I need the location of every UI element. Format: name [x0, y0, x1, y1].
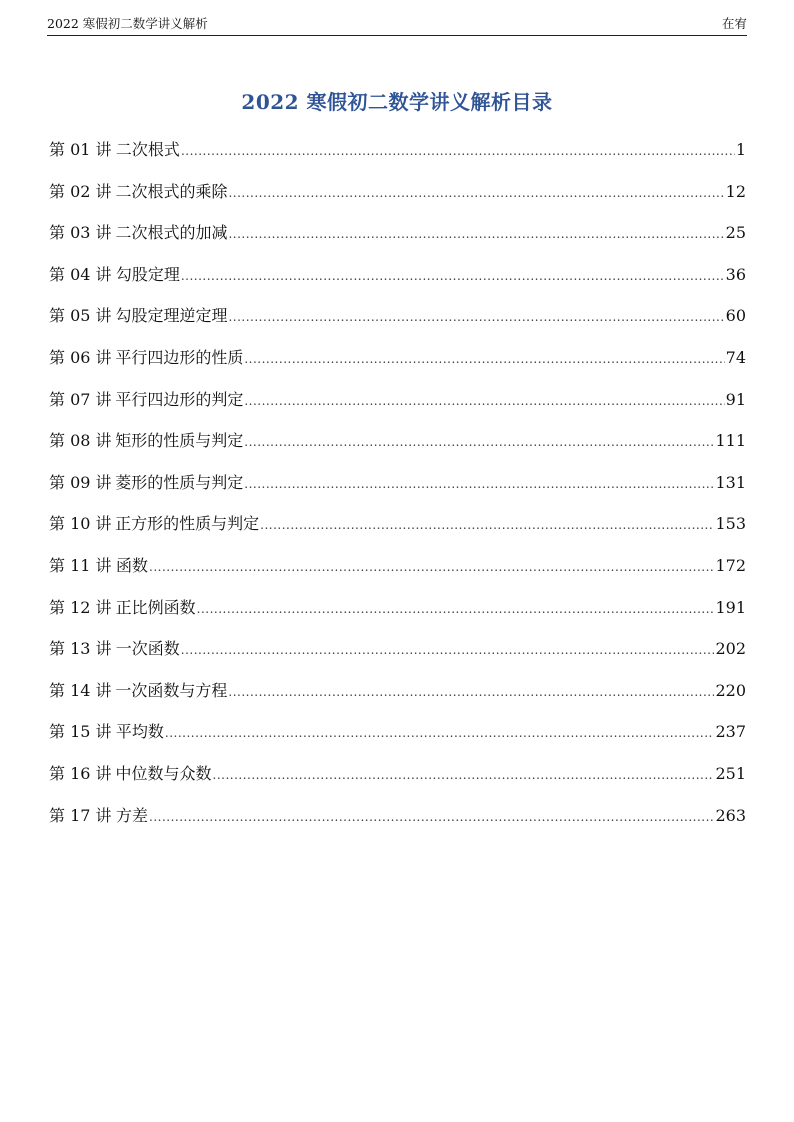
toc-chapter-number: 第 09 讲 — [49, 472, 112, 492]
toc-page-number: 191 — [715, 597, 746, 617]
toc-dot-leader — [228, 299, 724, 335]
toc-chapter-name: 勾股定理逆定理 — [115, 306, 228, 326]
toc-entry[interactable] — [49, 590, 746, 632]
toc-chapter-name: 菱形的性质与判定 — [115, 472, 244, 492]
toc-chapter-number: 第 13 讲 — [49, 639, 112, 659]
toc-entry[interactable] — [49, 673, 746, 715]
toc-chapter-name: 矩形的性质与判定 — [115, 431, 244, 451]
toc-entry[interactable] — [49, 382, 746, 424]
toc-chapter-number: 第 17 讲 — [49, 805, 112, 825]
toc-page-number: 131 — [715, 472, 746, 492]
toc-chapter-name: 正方形的性质与判定 — [115, 514, 260, 534]
toc-chapter-number: 第 02 讲 — [49, 181, 112, 201]
toc-page-number: 1 — [735, 140, 746, 159]
toc-entry[interactable] — [49, 714, 746, 756]
toc-page-number: 251 — [715, 763, 746, 783]
toc-entry[interactable] — [49, 548, 746, 590]
toc-chapter-name: 函数 — [116, 555, 149, 575]
toc-chapter-name: 方差 — [116, 805, 149, 825]
header-author: 在宥 — [721, 16, 747, 31]
toc-chapter-name: 一次函数 — [115, 639, 180, 659]
toc-chapter-name: 平均数 — [115, 722, 164, 742]
toc-chapter-name: 正比例函数 — [115, 597, 196, 617]
toc-entry[interactable] — [49, 298, 746, 340]
toc-entry[interactable] — [49, 423, 746, 465]
toc-dot-leader — [213, 757, 715, 793]
toc-page-number: 111 — [715, 431, 746, 451]
toc-page-number: 74 — [725, 347, 746, 367]
toc-chapter-number: 第 12 讲 — [49, 597, 112, 617]
toc-entry[interactable] — [49, 756, 746, 798]
toc-page-number: 202 — [715, 639, 746, 659]
toc-dot-leader — [244, 424, 714, 460]
toc-dot-leader — [244, 383, 724, 419]
toc-page-number: 263 — [715, 805, 746, 825]
toc-page-number: 220 — [715, 680, 746, 700]
toc-chapter-number: 第 01 讲 — [49, 140, 112, 159]
toc-chapter-name: 中位数与众数 — [115, 763, 212, 783]
toc-title: 2022 寒假初二数学讲义解析目录 — [241, 90, 553, 114]
toc-page-number: 237 — [715, 722, 746, 742]
toc-entry[interactable] — [49, 631, 746, 673]
toc-entry[interactable] — [49, 257, 746, 299]
page-header — [47, 12, 747, 36]
toc-dot-leader — [149, 799, 714, 835]
table-of-contents — [49, 132, 746, 839]
toc-chapter-number: 第 07 讲 — [49, 389, 112, 409]
toc-dot-leader — [228, 175, 724, 211]
toc-chapter-number: 第 06 讲 — [49, 347, 112, 367]
toc-entry[interactable] — [49, 506, 746, 548]
toc-chapter-number: 第 11 讲 — [49, 555, 112, 575]
toc-entry[interactable] — [49, 798, 746, 840]
toc-chapter-name: 一次函数与方程 — [115, 680, 228, 700]
toc-page-number: 91 — [725, 389, 746, 409]
toc-dot-leader — [181, 133, 735, 169]
toc-page-number: 60 — [725, 306, 746, 326]
header-title: 2022 寒假初二数学讲义解析 — [47, 16, 208, 31]
toc-page-number: 153 — [715, 514, 746, 534]
toc-page-number: 12 — [725, 181, 746, 201]
toc-chapter-name: 二次根式的加减 — [115, 223, 228, 243]
toc-dot-leader — [244, 341, 724, 377]
toc-page-number: 36 — [725, 264, 746, 284]
toc-entry[interactable] — [49, 465, 746, 507]
toc-chapter-name: 平行四边形的性质 — [115, 347, 244, 367]
toc-chapter-number: 第 15 讲 — [49, 722, 112, 742]
toc-dot-leader — [228, 216, 724, 252]
toc-page-number: 25 — [725, 223, 746, 243]
toc-chapter-number: 第 03 讲 — [49, 223, 112, 243]
toc-page-number: 172 — [715, 555, 746, 575]
toc-entry[interactable] — [49, 215, 746, 257]
toc-dot-leader — [228, 674, 714, 710]
toc-chapter-name: 勾股定理 — [115, 264, 180, 284]
toc-chapter-number: 第 05 讲 — [49, 306, 112, 326]
toc-dot-leader — [197, 591, 715, 627]
toc-chapter-number: 第 04 讲 — [49, 264, 112, 284]
toc-chapter-name: 平行四边形的判定 — [115, 389, 244, 409]
toc-chapter-number: 第 10 讲 — [49, 514, 112, 534]
toc-dot-leader — [244, 466, 714, 502]
toc-entry[interactable] — [49, 174, 746, 216]
toc-dot-leader — [149, 549, 714, 585]
toc-chapter-name: 二次根式 — [115, 140, 180, 159]
toc-chapter-number: 第 16 讲 — [49, 763, 112, 783]
toc-chapter-name: 二次根式的乘除 — [115, 181, 228, 201]
toc-dot-leader — [181, 258, 725, 294]
toc-entry[interactable] — [49, 132, 746, 174]
toc-dot-leader — [181, 632, 715, 668]
toc-chapter-number: 第 08 讲 — [49, 431, 112, 451]
toc-chapter-number: 第 14 讲 — [49, 680, 112, 700]
toc-dot-leader — [260, 507, 714, 543]
toc-entry[interactable] — [49, 340, 746, 382]
toc-dot-leader — [165, 715, 715, 751]
